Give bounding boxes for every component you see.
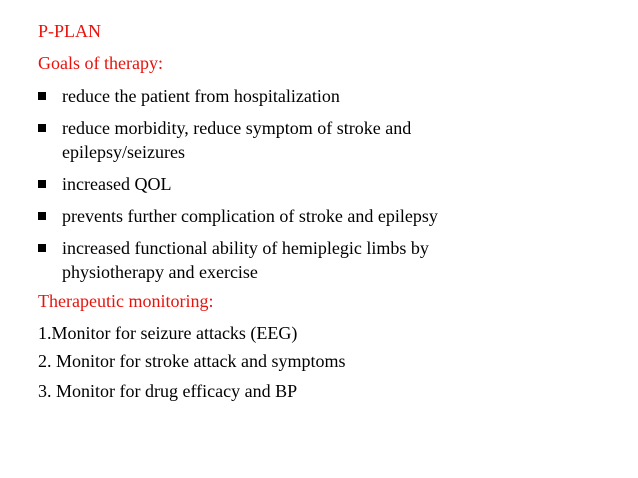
goal-text: reduce morbidity, reduce symptom of stroke and xyxy=(62,118,412,138)
monitoring-heading: Therapeutic monitoring: xyxy=(38,291,214,311)
square-bullet-icon xyxy=(38,124,46,132)
square-bullet-icon xyxy=(38,212,46,220)
goal-text: prevents further complication of stroke and epilepsy xyxy=(62,206,438,226)
goal-text-continued: physiotherapy and exercise xyxy=(62,262,258,282)
goal-text-continued: epilepsy/seizures xyxy=(62,142,185,162)
goal-text: increased QOL xyxy=(62,174,172,194)
monitoring-item: 2. Monitor for stroke attack and symptoms xyxy=(38,351,346,371)
monitoring-item: 3. Monitor for drug efficacy and BP xyxy=(38,381,298,401)
goal-text: increased functional ability of hemiplegic limbs by xyxy=(62,238,429,258)
square-bullet-icon xyxy=(38,244,46,252)
goals-heading: Goals of therapy: xyxy=(38,53,163,73)
monitoring-item: 1.Monitor for seizure attacks (EEG) xyxy=(38,323,298,343)
goal-text: reduce the patient from hospitalization xyxy=(62,86,340,106)
plan-heading: P-PLAN xyxy=(38,21,102,41)
square-bullet-icon xyxy=(38,92,46,100)
square-bullet-icon xyxy=(38,180,46,188)
